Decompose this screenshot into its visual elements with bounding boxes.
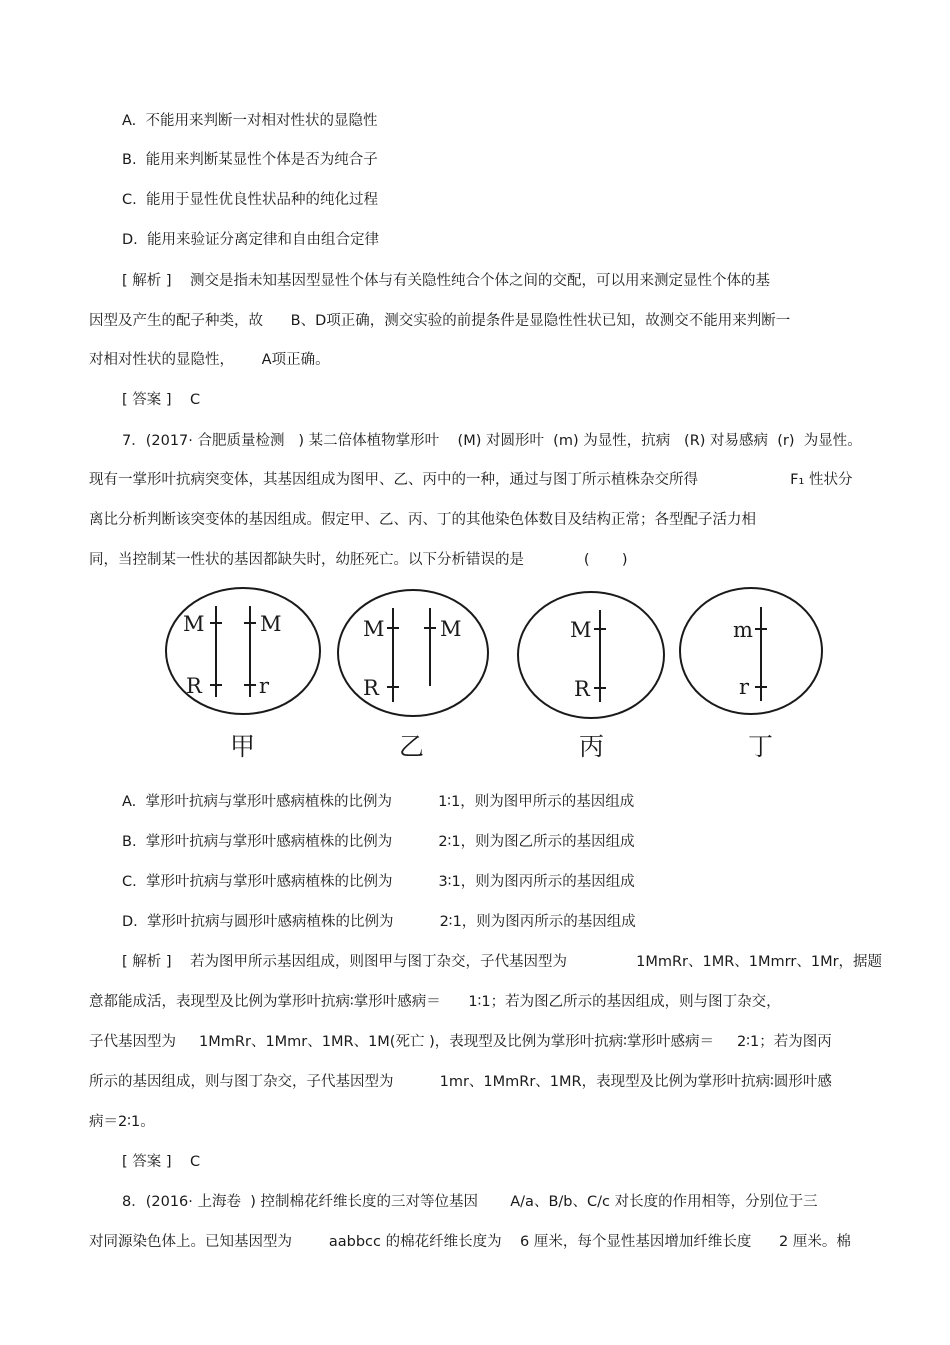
gene-label: M [363, 617, 385, 641]
q7-stem-line: 同，当控制某一性状的基因都缺失时，幼胚死亡。以下分析错误的是 ( ) [89, 552, 628, 568]
q6-answer: [ 答案 ] C [122, 392, 201, 408]
q7-analysis-line: 所示的基因组成，则与图丁杂交，子代基因型为 1mr、1MmRr、1MR，表现型及比例为掌形叶抗病∶圆形叶感 [89, 1074, 832, 1090]
q7-analysis-line: 子代基因型为 1MmRr、1Mmr、1MR、1M(死亡 )，表现型及比例为掌形叶抗病∶掌形叶感病＝ 2∶1；若为图丙 [89, 1034, 832, 1050]
q7-stem-line: 7．(2017· 合肥质量检测 ) 某二倍体植物掌形叶 (M) 对圆形叶 (m) 为显性，抗病 (R) 对易感病 (r) 为显性。 [122, 433, 862, 449]
chromosome-figure [0, 580, 950, 765]
q7-stem-line: 离比分析判断该突变体的基因组成。假定甲、乙、丙、丁的其他染色体数目及结构正常；各型配子活力相 [89, 512, 756, 528]
q7-option-d: D. 掌形叶抗病与圆形叶感病植株的比例为 2∶1，则为图丙所示的基因组成 [122, 914, 636, 930]
gene-label: R [574, 677, 590, 701]
q6-option-b: B. 能用来判断某显性个体是否为纯合子 [122, 152, 378, 168]
gene-label: M [183, 612, 205, 636]
q6-option-d: D. 能用来验证分离定律和自由组合定律 [122, 232, 379, 248]
figure-caption-yi: 乙 [399, 732, 425, 761]
cell-ding [680, 588, 822, 714]
gene-label: r [259, 674, 270, 698]
cell-bing [518, 592, 664, 718]
q6-analysis-line: 因型及产生的配子种类，故 B、D项正确，测交实验的前提条件是显隐性性状已知，故测交不能用来判断一 [89, 313, 791, 329]
q6-option-a: A. 不能用来判断一对相对性状的显隐性 [122, 113, 378, 129]
figure-caption-jia: 甲 [230, 732, 256, 761]
q7-analysis-line: 病＝2∶1。 [89, 1114, 155, 1130]
q7-stem-line: 现有一掌形叶抗病突变体，其基因组成为图甲、乙、丙中的一种，通过与图丁所示植株杂交所得 F₁ 性状分 [89, 472, 853, 488]
figure-caption-ding: 丁 [748, 732, 774, 761]
q8-stem-line: 对同源染色体上。已知基因型为 aabbcc 的棉花纤维长度为 6 厘米，每个显性基因增加纤维长度 2 厘米。棉 [89, 1234, 851, 1250]
q7-option-c: C. 掌形叶抗病与掌形叶感病植株的比例为 3∶1，则为图丙所示的基因组成 [122, 874, 635, 890]
gene-label: r [739, 675, 750, 699]
q7-answer: [ 答案 ] C [122, 1154, 201, 1170]
q6-option-c: C. 能用于显性优良性状品种的纯化过程 [122, 192, 378, 208]
gene-label: M [570, 618, 592, 642]
gene-label: M [440, 617, 462, 641]
cell-yi [338, 590, 488, 716]
q8-stem-line: 8．(2016· 上海卷 ) 控制棉花纤维长度的三对等位基因 A/a、B/b、C/c 对长度的作用相等，分别位于三 [122, 1194, 818, 1210]
q7-option-a: A. 掌形叶抗病与掌形叶感病植株的比例为 1∶1，则为图甲所示的基因组成 [122, 794, 635, 810]
gene-label: M [260, 612, 282, 636]
q7-analysis-line: [ 解析 ] 若为图甲所示基因组成，则图甲与图丁杂交，子代基因型为 1MmRr、1MR、1Mmrr、1Mr，据题 [122, 954, 883, 970]
q7-analysis-line: 意都能成活，表现型及比例为掌形叶抗病∶掌形叶感病＝ 1∶1；若为图乙所示的基因组成，则与图丁杂交， [89, 994, 781, 1010]
gene-label: R [363, 676, 379, 700]
gene-label: m [733, 618, 753, 642]
figure-caption-bing: 丙 [579, 732, 605, 761]
q6-analysis-line: [ 解析 ] 测交是指未知基因型显性个体与有关隐性纯合个体之间的交配，可以用来测定显性个体的基 [122, 273, 770, 289]
q6-analysis-line: 对相对性状的显隐性， A项正确。 [89, 352, 330, 368]
q7-option-b: B. 掌形叶抗病与掌形叶感病植株的比例为 2∶1，则为图乙所示的基因组成 [122, 834, 635, 850]
gene-label: R [186, 674, 202, 698]
